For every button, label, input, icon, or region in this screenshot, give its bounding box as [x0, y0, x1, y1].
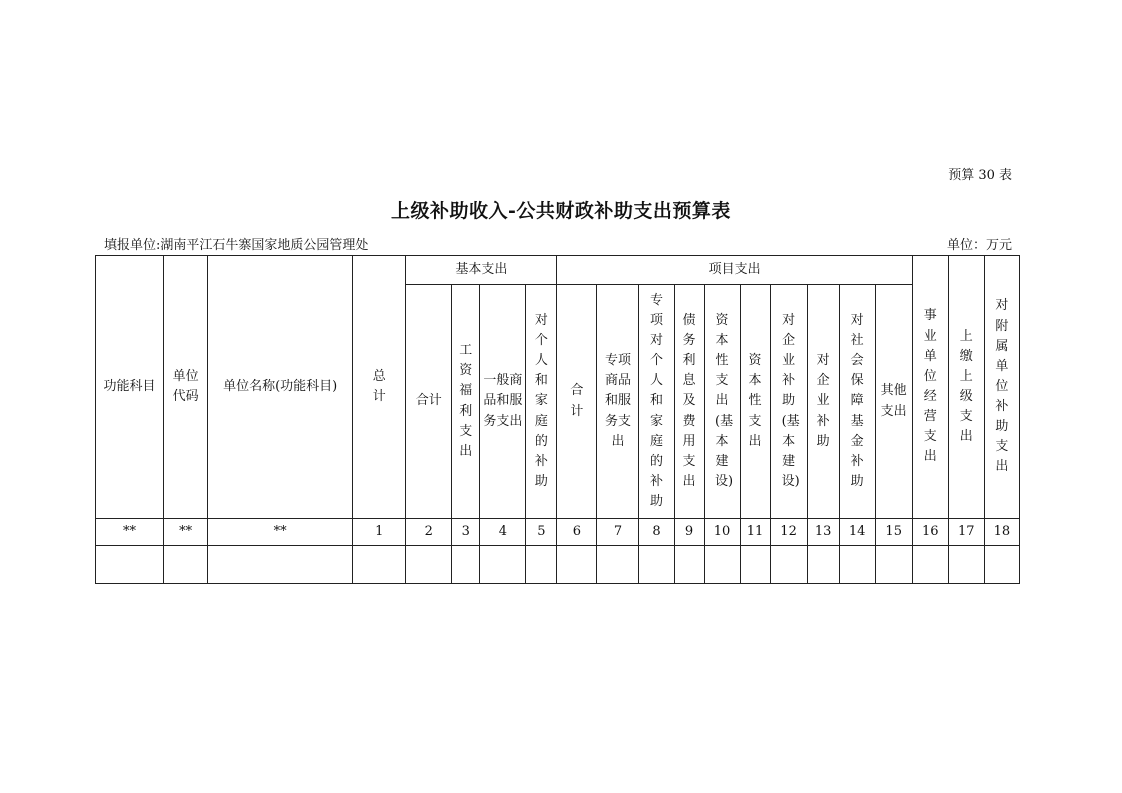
table-cell: 16: [912, 519, 948, 546]
table-row: [96, 519, 1020, 546]
header-total: 总计: [353, 256, 406, 519]
table-cell-empty: [704, 546, 740, 584]
table-cell-empty: [597, 546, 639, 584]
header-unit-name: 单位名称(功能科目): [208, 256, 353, 519]
table-cell: 1: [353, 519, 406, 546]
fill-unit-label: 填报单位:湖南平江石牛寨国家地质公园管理处: [104, 238, 369, 253]
table-cell-empty: [912, 546, 948, 584]
header-basic-goods: 一般商品和服务支出: [480, 285, 526, 519]
budget-table: [95, 255, 1020, 584]
header-project-social: 对社会保障基金补助: [839, 285, 875, 519]
table-cell-empty: [164, 546, 208, 584]
header-affiliate-subsidy: 对附属单位补助支出: [984, 256, 1019, 519]
table-cell: 8: [639, 519, 674, 546]
table-cell-empty: [674, 546, 704, 584]
table-row-empty: [96, 546, 1020, 584]
table-cell-empty: [839, 546, 875, 584]
table-cell: 9: [674, 519, 704, 546]
table-cell-empty: [406, 546, 452, 584]
header-upper-remittance: 上缴上级支出: [948, 256, 984, 519]
table-cell: 6: [557, 519, 597, 546]
table-cell: 3: [452, 519, 480, 546]
table-cell: **: [96, 519, 164, 546]
header-business-unit-expenditure: 事业单位经营支出: [912, 256, 948, 519]
page-title: 上级补助收入-公共财政补助支出预算表: [391, 200, 731, 222]
currency-unit-label: 单位：万元: [946, 238, 1012, 253]
table-cell-empty: [96, 546, 164, 584]
table-cell-empty: [452, 546, 480, 584]
header-project-goods: 专项商品和服务支出: [597, 285, 639, 519]
table-cell: 10: [704, 519, 740, 546]
table-cell: 4: [480, 519, 526, 546]
table-cell-empty: [948, 546, 984, 584]
header-project-enterprise: 对企业补助: [807, 285, 839, 519]
header-project-sum: 合计: [557, 285, 597, 519]
table-cell-empty: [875, 546, 912, 584]
table-cell-empty: [807, 546, 839, 584]
header-project-capital: 资本性支出: [740, 285, 770, 519]
header-project-personal: 专项对个人和家庭的补助: [639, 285, 674, 519]
table-cell: 7: [597, 519, 639, 546]
header-project-capital-build: 资本性支出(基本建设): [704, 285, 740, 519]
table-cell: **: [164, 519, 208, 546]
header-basic-expenditure: 基本支出: [406, 256, 557, 285]
header-project-enterprise-build: 对企业补助(基本建设): [770, 285, 807, 519]
table-cell: 11: [740, 519, 770, 546]
table-cell-empty: [526, 546, 557, 584]
header-basic-sum: 合计: [406, 285, 452, 519]
table-cell-empty: [557, 546, 597, 584]
header-project-other: 其他支出: [875, 285, 912, 519]
table-cell: 2: [406, 519, 452, 546]
header-basic-personal: 对个人和家庭的补助: [526, 285, 557, 519]
header-func-subject: 功能科目: [96, 256, 164, 519]
table-cell: 12: [770, 519, 807, 546]
table-cell: 13: [807, 519, 839, 546]
table-cell: **: [208, 519, 353, 546]
table-cell: 5: [526, 519, 557, 546]
header-project-expenditure: 项目支出: [557, 256, 912, 285]
header-basic-wage: 工资福利支出: [452, 285, 480, 519]
table-cell: 17: [948, 519, 984, 546]
table-cell-empty: [208, 546, 353, 584]
table-cell: 14: [839, 519, 875, 546]
table-cell-empty: [740, 546, 770, 584]
table-cell-empty: [353, 546, 406, 584]
header-project-debt: 债务利息及费用支出: [674, 285, 704, 519]
table-cell-empty: [480, 546, 526, 584]
form-number: 预算 30 表: [948, 168, 1012, 183]
table-cell-empty: [639, 546, 674, 584]
header-unit-code: 单位代码: [164, 256, 208, 519]
table-cell: 15: [875, 519, 912, 546]
table-cell-empty: [770, 546, 807, 584]
table-cell-empty: [984, 546, 1019, 584]
table-cell: 18: [984, 519, 1019, 546]
header-row-1: [96, 256, 1020, 285]
